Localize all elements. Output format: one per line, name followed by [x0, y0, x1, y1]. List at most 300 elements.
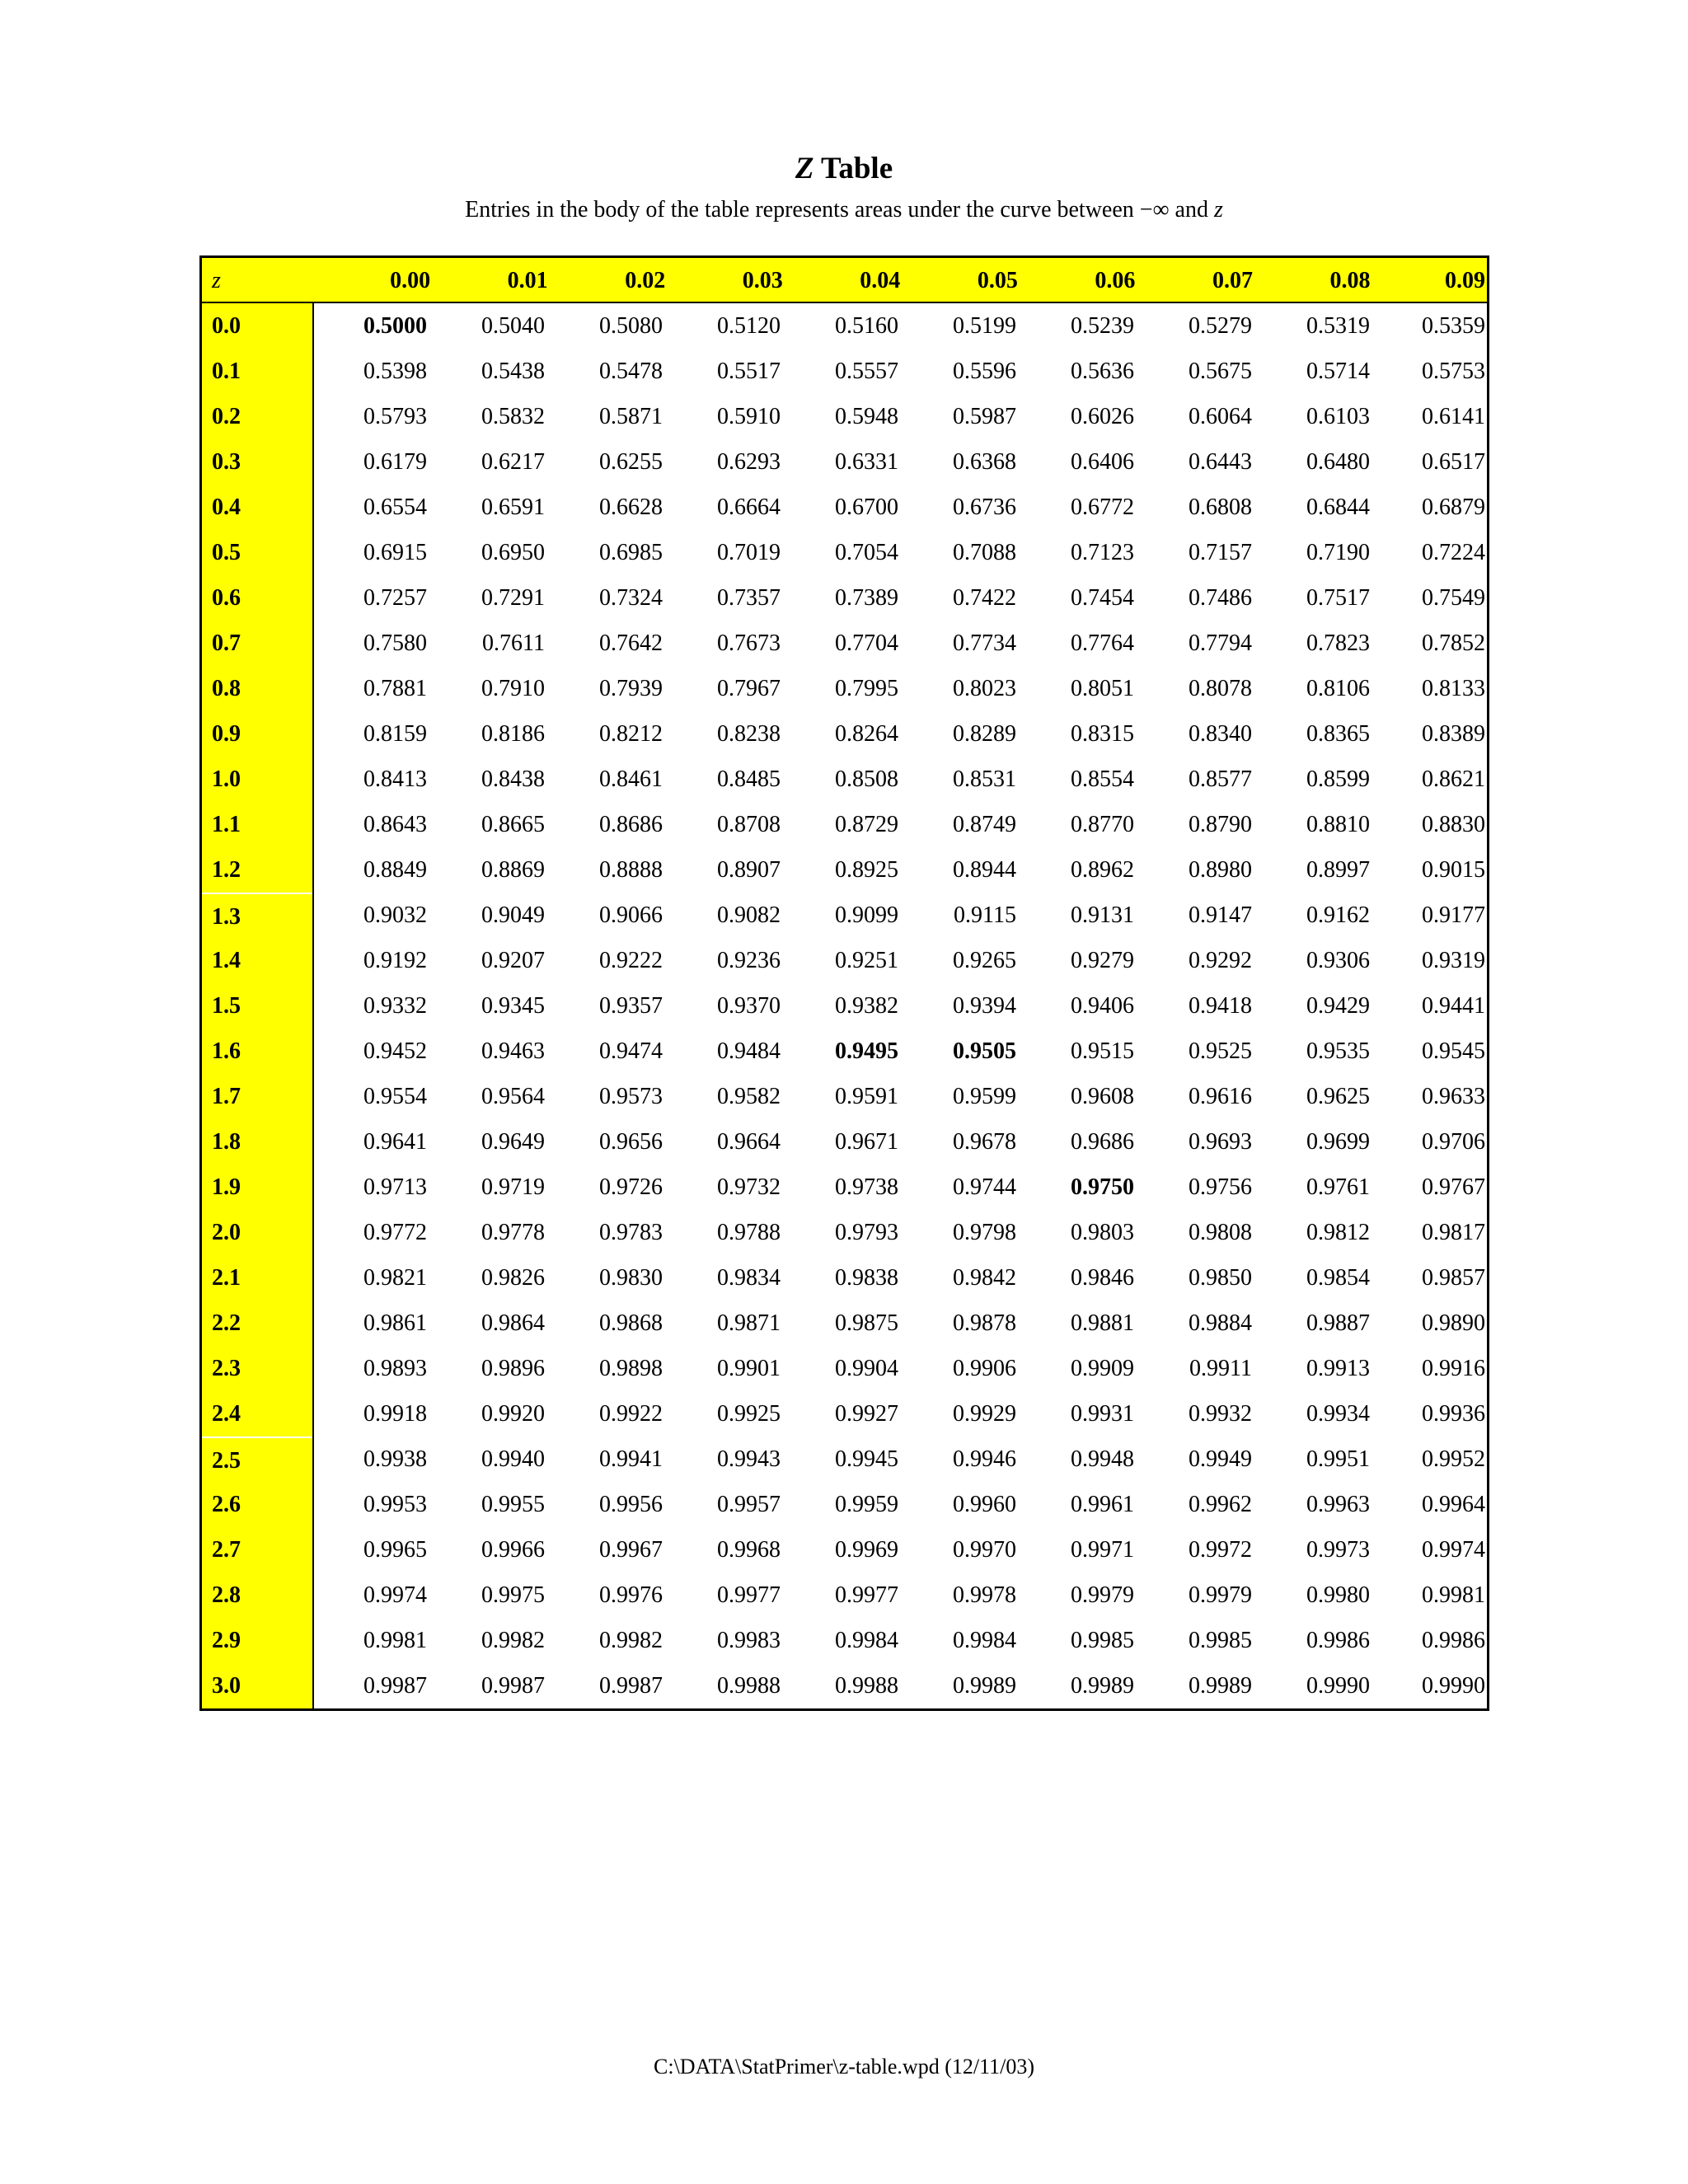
- table-cell: 0.9967: [599, 1537, 663, 1563]
- table-cell: 0.9767: [1422, 1174, 1485, 1200]
- table-cell: 0.9878: [953, 1310, 1016, 1336]
- table-cell: 0.8888: [599, 857, 663, 883]
- table-cell: 0.9599: [953, 1084, 1016, 1109]
- table-cell: 0.8554: [1071, 766, 1134, 792]
- table-cell: 0.9633: [1422, 1084, 1485, 1109]
- table-cell: 0.8729: [835, 812, 898, 837]
- table-cell: 0.9192: [363, 948, 427, 973]
- table-cell: 0.9975: [481, 1582, 545, 1608]
- table-cell: 0.9608: [1071, 1084, 1134, 1109]
- table-cell: 0.9162: [1306, 902, 1370, 928]
- table-cell: 0.8340: [1189, 721, 1252, 747]
- table-cell: 0.9978: [953, 1582, 1016, 1608]
- table-cell: 0.9345: [481, 993, 545, 1019]
- table-cell: 0.8365: [1306, 721, 1370, 747]
- table-cell: 0.9973: [1306, 1537, 1370, 1563]
- subtitle-and: and: [1169, 197, 1214, 223]
- table-cell: 0.8810: [1306, 812, 1370, 837]
- z-row-label: 1.4: [212, 948, 241, 973]
- file-path-footer: C:\DATA\StatPrimer\z-table.wpd (12/11/03): [654, 2055, 1034, 2079]
- table-cell: 0.6844: [1306, 494, 1370, 520]
- table-cell: 0.8289: [953, 721, 1016, 747]
- table-cell: 0.9394: [953, 993, 1016, 1019]
- table-cell: 0.5832: [481, 404, 545, 429]
- table-row: [314, 847, 1487, 893]
- title-z: Z: [795, 152, 814, 185]
- table-cell: 0.9115: [954, 902, 1016, 928]
- table-cell: 0.8686: [599, 812, 663, 837]
- z-row-label: 0.1: [212, 359, 241, 384]
- table-cell: 0.9463: [481, 1038, 545, 1064]
- table-cell: 0.6293: [717, 449, 781, 475]
- table-cell: 0.9251: [835, 948, 898, 973]
- table-cell: 0.9515: [1071, 1038, 1134, 1064]
- z-row-label: 2.9: [212, 1628, 241, 1653]
- z-row-label: 0.9: [212, 721, 241, 747]
- table-row: [314, 1572, 1487, 1618]
- table-cell: 0.9664: [717, 1129, 781, 1155]
- z-row-label: 2.7: [212, 1537, 241, 1563]
- table-cell: 0.9934: [1306, 1401, 1370, 1427]
- table-cell: 0.9535: [1306, 1038, 1370, 1064]
- table-cell: 0.8770: [1071, 812, 1134, 837]
- table-cell: 0.9982: [599, 1628, 663, 1653]
- table-cell: 0.9292: [1189, 948, 1252, 973]
- column-header: 0.00: [390, 268, 431, 293]
- table-cell: 0.6915: [363, 540, 427, 565]
- table-cell: 0.9955: [481, 1492, 545, 1517]
- table-cell: 0.9881: [1071, 1310, 1134, 1336]
- table-cell: 0.9082: [717, 902, 781, 928]
- subtitle-z: z: [1213, 197, 1223, 223]
- table-row: [314, 1527, 1487, 1572]
- subtitle-text: Entries in the body of the table represents areas under the curve between: [465, 197, 1140, 223]
- table-cell: 0.6700: [835, 494, 898, 520]
- table-cell: 0.9808: [1189, 1220, 1252, 1245]
- table-cell: 0.5359: [1422, 313, 1485, 339]
- table-row: [314, 485, 1487, 530]
- table-cell: 0.7642: [599, 630, 663, 656]
- table-cell: 0.9901: [717, 1356, 781, 1381]
- table-cell: 0.9990: [1306, 1673, 1370, 1699]
- table-cell: 0.6772: [1071, 494, 1134, 520]
- table-row: [314, 983, 1487, 1029]
- table-cell: 0.5793: [363, 404, 427, 429]
- table-cell: 0.7088: [953, 540, 1016, 565]
- table-cell: 0.9972: [1189, 1537, 1252, 1563]
- table-cell: 0.9332: [363, 993, 427, 1019]
- table-cell: 0.9946: [953, 1446, 1016, 1472]
- table-cell: 0.9826: [481, 1265, 545, 1291]
- table-cell: 0.7734: [953, 630, 1016, 656]
- table-cell: 0.9951: [1306, 1446, 1370, 1472]
- table-cell: 0.6554: [363, 494, 427, 520]
- table-cell: 0.5714: [1306, 359, 1370, 384]
- table-cell: 0.9495: [835, 1038, 898, 1064]
- table-cell: 0.7054: [835, 540, 898, 565]
- table-cell: 0.9838: [835, 1265, 898, 1291]
- table-cell: 0.9699: [1306, 1129, 1370, 1155]
- table-cell: 0.9049: [481, 902, 545, 928]
- table-cell: 0.9979: [1189, 1582, 1252, 1608]
- table-cell: 0.7257: [363, 585, 427, 611]
- table-row: [314, 1482, 1487, 1527]
- table-cell: 0.7549: [1422, 585, 1485, 611]
- table-cell: 0.9641: [363, 1129, 427, 1155]
- table-cell: 0.9974: [1422, 1537, 1485, 1563]
- table-cell: 0.9936: [1422, 1401, 1485, 1427]
- table-cell: 0.9931: [1071, 1401, 1134, 1427]
- table-cell: 0.9966: [481, 1537, 545, 1563]
- z-column-header: z: [212, 268, 221, 293]
- table-cell: 0.9963: [1306, 1492, 1370, 1517]
- table-cell: 0.9573: [599, 1084, 663, 1109]
- table-cell: 0.9987: [481, 1673, 545, 1699]
- table-cell: 0.9429: [1306, 993, 1370, 1019]
- table-cell: 0.9979: [1071, 1582, 1134, 1608]
- z-row-label: 2.5: [202, 1436, 312, 1482]
- table-cell: 0.6331: [835, 449, 898, 475]
- table-cell: 0.9945: [835, 1446, 898, 1472]
- table-cell: 0.9803: [1071, 1220, 1134, 1245]
- z-row-label: 0.8: [212, 676, 241, 701]
- table-cell: 0.9981: [363, 1628, 427, 1653]
- table-cell: 0.9406: [1071, 993, 1134, 1019]
- table-cell: 0.7995: [835, 676, 898, 701]
- table-cell: 0.9909: [1071, 1356, 1134, 1381]
- table-cell: 0.9922: [599, 1401, 663, 1427]
- table-cell: 0.9982: [481, 1628, 545, 1653]
- table-cell: 0.9938: [363, 1446, 427, 1472]
- table-cell: 0.9971: [1071, 1537, 1134, 1563]
- column-header: 0.07: [1212, 268, 1253, 293]
- table-cell: 0.6179: [363, 449, 427, 475]
- z-row-label: 1.8: [212, 1129, 241, 1155]
- table-cell: 0.8599: [1306, 766, 1370, 792]
- table-cell: 0.5279: [1189, 313, 1252, 339]
- table-cell: 0.9616: [1189, 1084, 1252, 1109]
- table-cell: 0.9761: [1306, 1174, 1370, 1200]
- page-title: [0, 148, 1688, 190]
- table-cell: 0.8023: [953, 676, 1016, 701]
- table-cell: 0.7019: [717, 540, 781, 565]
- table-cell: 0.5398: [363, 359, 427, 384]
- table-cell: 0.8749: [953, 812, 1016, 837]
- table-cell: 0.7157: [1189, 540, 1252, 565]
- table-cell: 0.9960: [953, 1492, 1016, 1517]
- table-cell: 0.9898: [599, 1356, 663, 1381]
- table-cell: 0.9846: [1071, 1265, 1134, 1291]
- table-cell: 0.6443: [1189, 449, 1252, 475]
- table-cell: 0.9918: [363, 1401, 427, 1427]
- z-row-label: 2.1: [212, 1265, 241, 1291]
- table-cell: 0.9953: [363, 1492, 427, 1517]
- table-cell: 0.9015: [1422, 857, 1485, 883]
- table-cell: 0.9875: [835, 1310, 898, 1336]
- table-cell: 0.8621: [1422, 766, 1485, 792]
- table-cell: 0.9032: [363, 902, 427, 928]
- table-cell: 0.9913: [1306, 1356, 1370, 1381]
- table-cell: 0.5596: [953, 359, 1016, 384]
- table-cell: 0.9925: [717, 1401, 781, 1427]
- table-cell: 0.9625: [1306, 1084, 1370, 1109]
- table-cell: 0.9265: [953, 948, 1016, 973]
- table-cell: 0.6480: [1306, 449, 1370, 475]
- table-cell: 0.6950: [481, 540, 545, 565]
- z-row-label: 0.0: [212, 313, 241, 339]
- table-cell: 0.8413: [363, 766, 427, 792]
- table-cell: 0.9686: [1071, 1129, 1134, 1155]
- table-cell: 0.7324: [599, 585, 663, 611]
- table-cell: 0.7389: [835, 585, 898, 611]
- table-cell: 0.9986: [1306, 1628, 1370, 1653]
- z-row-label: 1.7: [212, 1084, 241, 1109]
- neg-infinity-symbol: −∞: [1139, 197, 1170, 223]
- table-cell: 0.9719: [481, 1174, 545, 1200]
- table-cell: 0.9693: [1189, 1129, 1252, 1155]
- z-row-label: 0.6: [212, 585, 241, 611]
- table-cell: 0.9726: [599, 1174, 663, 1200]
- table-cell: 0.8212: [599, 721, 663, 747]
- table-cell: 0.9984: [953, 1628, 1016, 1653]
- z-row-label: 1.2: [212, 857, 241, 883]
- table-cell: 0.9968: [717, 1537, 781, 1563]
- table-cell: 0.9857: [1422, 1265, 1485, 1291]
- table-row: [314, 1346, 1487, 1391]
- z-row-label: 1.3: [202, 893, 312, 938]
- table-row: [314, 666, 1487, 711]
- table-cell: 0.7967: [717, 676, 781, 701]
- z-row-label: 2.0: [212, 1220, 241, 1245]
- table-cell: 0.9099: [835, 902, 898, 928]
- table-cell: 0.9961: [1071, 1492, 1134, 1517]
- table-row: [314, 530, 1487, 575]
- table-cell: 0.9969: [835, 1537, 898, 1563]
- table-cell: 0.8389: [1422, 721, 1485, 747]
- table-cell: 0.8461: [599, 766, 663, 792]
- table-cell: 0.6217: [481, 449, 545, 475]
- table-row: [314, 439, 1487, 485]
- table-cell: 0.6591: [481, 494, 545, 520]
- table-cell: 0.5438: [481, 359, 545, 384]
- table-cell: 0.5753: [1422, 359, 1485, 384]
- z-row-label: 1.6: [212, 1038, 241, 1064]
- table-cell: 0.8051: [1071, 676, 1134, 701]
- table-cell: 0.7704: [835, 630, 898, 656]
- table-cell: 0.9484: [717, 1038, 781, 1064]
- table-cell: 0.7580: [363, 630, 427, 656]
- table-cell: 0.9236: [717, 948, 781, 973]
- table-cell: 0.9941: [599, 1446, 663, 1472]
- table-cell: 0.8485: [717, 766, 781, 792]
- z-row-label: 1.1: [212, 812, 241, 837]
- table-cell: 0.9783: [599, 1220, 663, 1245]
- table-cell: 0.5557: [835, 359, 898, 384]
- table-cell: 0.9989: [953, 1673, 1016, 1699]
- table-cell: 0.8997: [1306, 857, 1370, 883]
- table-cell: 0.9207: [481, 948, 545, 973]
- table-cell: 0.9750: [1071, 1174, 1134, 1200]
- table-cell: 0.9864: [481, 1310, 545, 1336]
- table-cell: 0.9990: [1422, 1673, 1485, 1699]
- table-cell: 0.8186: [481, 721, 545, 747]
- table-cell: 0.6026: [1071, 404, 1134, 429]
- table-cell: 0.7422: [953, 585, 1016, 611]
- table-cell: 0.9906: [953, 1356, 1016, 1381]
- table-cell: 0.9948: [1071, 1446, 1134, 1472]
- table-cell: 0.5080: [599, 313, 663, 339]
- table-cell: 0.9957: [717, 1492, 781, 1517]
- table-cell: 0.8264: [835, 721, 898, 747]
- z-row-label: 0.2: [212, 404, 241, 429]
- table-cell: 0.9932: [1189, 1401, 1252, 1427]
- table-cell: 0.9983: [717, 1628, 781, 1653]
- table-row: [314, 1074, 1487, 1119]
- z-row-label: 3.0: [212, 1673, 241, 1699]
- z-row-label: 2.2: [212, 1310, 241, 1336]
- table-cell: 0.9306: [1306, 948, 1370, 973]
- table-cell: 0.9985: [1189, 1628, 1252, 1653]
- table-row: [314, 938, 1487, 983]
- z-row-label: 2.6: [212, 1492, 241, 1517]
- table-cell: 0.6406: [1071, 449, 1134, 475]
- table-cell: 0.9788: [717, 1220, 781, 1245]
- table-row: [314, 1436, 1487, 1482]
- table-row: [314, 303, 1487, 349]
- table-cell: 0.9649: [481, 1129, 545, 1155]
- table-cell: 0.8106: [1306, 676, 1370, 701]
- table-cell: 0.9418: [1189, 993, 1252, 1019]
- table-cell: 0.9732: [717, 1174, 781, 1200]
- table-row: [314, 1210, 1487, 1255]
- table-cell: 0.8869: [481, 857, 545, 883]
- table-cell: 0.9505: [953, 1038, 1016, 1064]
- table-row: [314, 1301, 1487, 1346]
- table-cell: 0.9778: [481, 1220, 545, 1245]
- title-rest: Table: [814, 152, 893, 185]
- table-cell: 0.9989: [1189, 1673, 1252, 1699]
- table-cell: 0.5948: [835, 404, 898, 429]
- table-cell: 0.9656: [599, 1129, 663, 1155]
- table-cell: 0.7123: [1071, 540, 1134, 565]
- table-row: [314, 757, 1487, 802]
- column-header: 0.08: [1329, 268, 1371, 293]
- table-cell: 0.8238: [717, 721, 781, 747]
- table-cell: 0.8962: [1071, 857, 1134, 883]
- table-cell: 0.9713: [363, 1174, 427, 1200]
- table-cell: 0.6628: [599, 494, 663, 520]
- column-header: 0.09: [1445, 268, 1486, 293]
- table-cell: 0.9884: [1189, 1310, 1252, 1336]
- table-cell: 0.9793: [835, 1220, 898, 1245]
- table-cell: 0.5987: [953, 404, 1016, 429]
- table-row: [314, 1165, 1487, 1210]
- table-cell: 0.8830: [1422, 812, 1485, 837]
- table-cell: 0.8665: [481, 812, 545, 837]
- z-row-label: 2.8: [212, 1582, 241, 1608]
- table-cell: 0.9962: [1189, 1492, 1252, 1517]
- table-row: [314, 575, 1487, 621]
- table-cell: 0.6736: [953, 494, 1016, 520]
- table-cell: 0.7517: [1306, 585, 1370, 611]
- table-cell: 0.9582: [717, 1084, 781, 1109]
- table-cell: 0.9977: [835, 1582, 898, 1608]
- table-header-row: [202, 258, 1487, 303]
- table-cell: 0.9927: [835, 1401, 898, 1427]
- table-row: [314, 1391, 1487, 1436]
- table-cell: 0.9452: [363, 1038, 427, 1064]
- table-cell: 0.9959: [835, 1492, 898, 1517]
- table-cell: 0.9904: [835, 1356, 898, 1381]
- column-header: 0.06: [1095, 268, 1136, 293]
- table-cell: 0.5910: [717, 404, 781, 429]
- table-cell: 0.7939: [599, 676, 663, 701]
- column-header: 0.02: [625, 268, 666, 293]
- table-cell: 0.9911: [1189, 1356, 1252, 1381]
- table-cell: 0.6879: [1422, 494, 1485, 520]
- table-cell: 0.7190: [1306, 540, 1370, 565]
- z-row-label: 1.5: [212, 993, 241, 1019]
- probability-grid: [314, 303, 1487, 1708]
- table-cell: 0.6517: [1422, 449, 1485, 475]
- table-cell: 0.7852: [1422, 630, 1485, 656]
- table-cell: 0.5160: [835, 313, 898, 339]
- table-cell: 0.9940: [481, 1446, 545, 1472]
- table-cell: 0.9988: [717, 1673, 781, 1699]
- z-row-label: 1.0: [212, 766, 241, 792]
- table-cell: 0.9319: [1422, 948, 1485, 973]
- table-cell: 0.9850: [1189, 1265, 1252, 1291]
- table-row: [314, 893, 1487, 938]
- table-cell: 0.9989: [1071, 1673, 1134, 1699]
- table-cell: 0.9965: [363, 1537, 427, 1563]
- table-cell: 0.9798: [953, 1220, 1016, 1245]
- table-cell: 0.8159: [363, 721, 427, 747]
- table-cell: 0.9949: [1189, 1446, 1252, 1472]
- table-cell: 0.9970: [953, 1537, 1016, 1563]
- table-cell: 0.8643: [363, 812, 427, 837]
- table-cell: 0.9591: [835, 1084, 898, 1109]
- z-row-label: 0.7: [212, 630, 241, 656]
- table-cell: 0.9382: [835, 993, 898, 1019]
- table-row: [314, 394, 1487, 439]
- table-cell: 0.9929: [953, 1401, 1016, 1427]
- table-cell: 0.9977: [717, 1582, 781, 1608]
- table-cell: 0.8508: [835, 766, 898, 792]
- table-cell: 0.9988: [835, 1673, 898, 1699]
- table-cell: 0.9861: [363, 1310, 427, 1336]
- table-cell: 0.9177: [1422, 902, 1485, 928]
- table-cell: 0.6064: [1189, 404, 1252, 429]
- table-cell: 0.7224: [1422, 540, 1485, 565]
- column-header: 0.01: [507, 268, 548, 293]
- table-cell: 0.8849: [363, 857, 427, 883]
- table-cell: 0.9956: [599, 1492, 663, 1517]
- table-cell: 0.5319: [1306, 313, 1370, 339]
- table-cell: 0.7291: [481, 585, 545, 611]
- table-cell: 0.5871: [599, 404, 663, 429]
- table-cell: 0.9986: [1422, 1628, 1485, 1653]
- table-cell: 0.9974: [363, 1582, 427, 1608]
- table-cell: 0.7357: [717, 585, 781, 611]
- table-cell: 0.9564: [481, 1084, 545, 1109]
- table-cell: 0.9976: [599, 1582, 663, 1608]
- table-cell: 0.6985: [599, 540, 663, 565]
- table-cell: 0.9744: [953, 1174, 1016, 1200]
- table-cell: 0.7823: [1306, 630, 1370, 656]
- table-cell: 0.8438: [481, 766, 545, 792]
- table-cell: 0.8133: [1422, 676, 1485, 701]
